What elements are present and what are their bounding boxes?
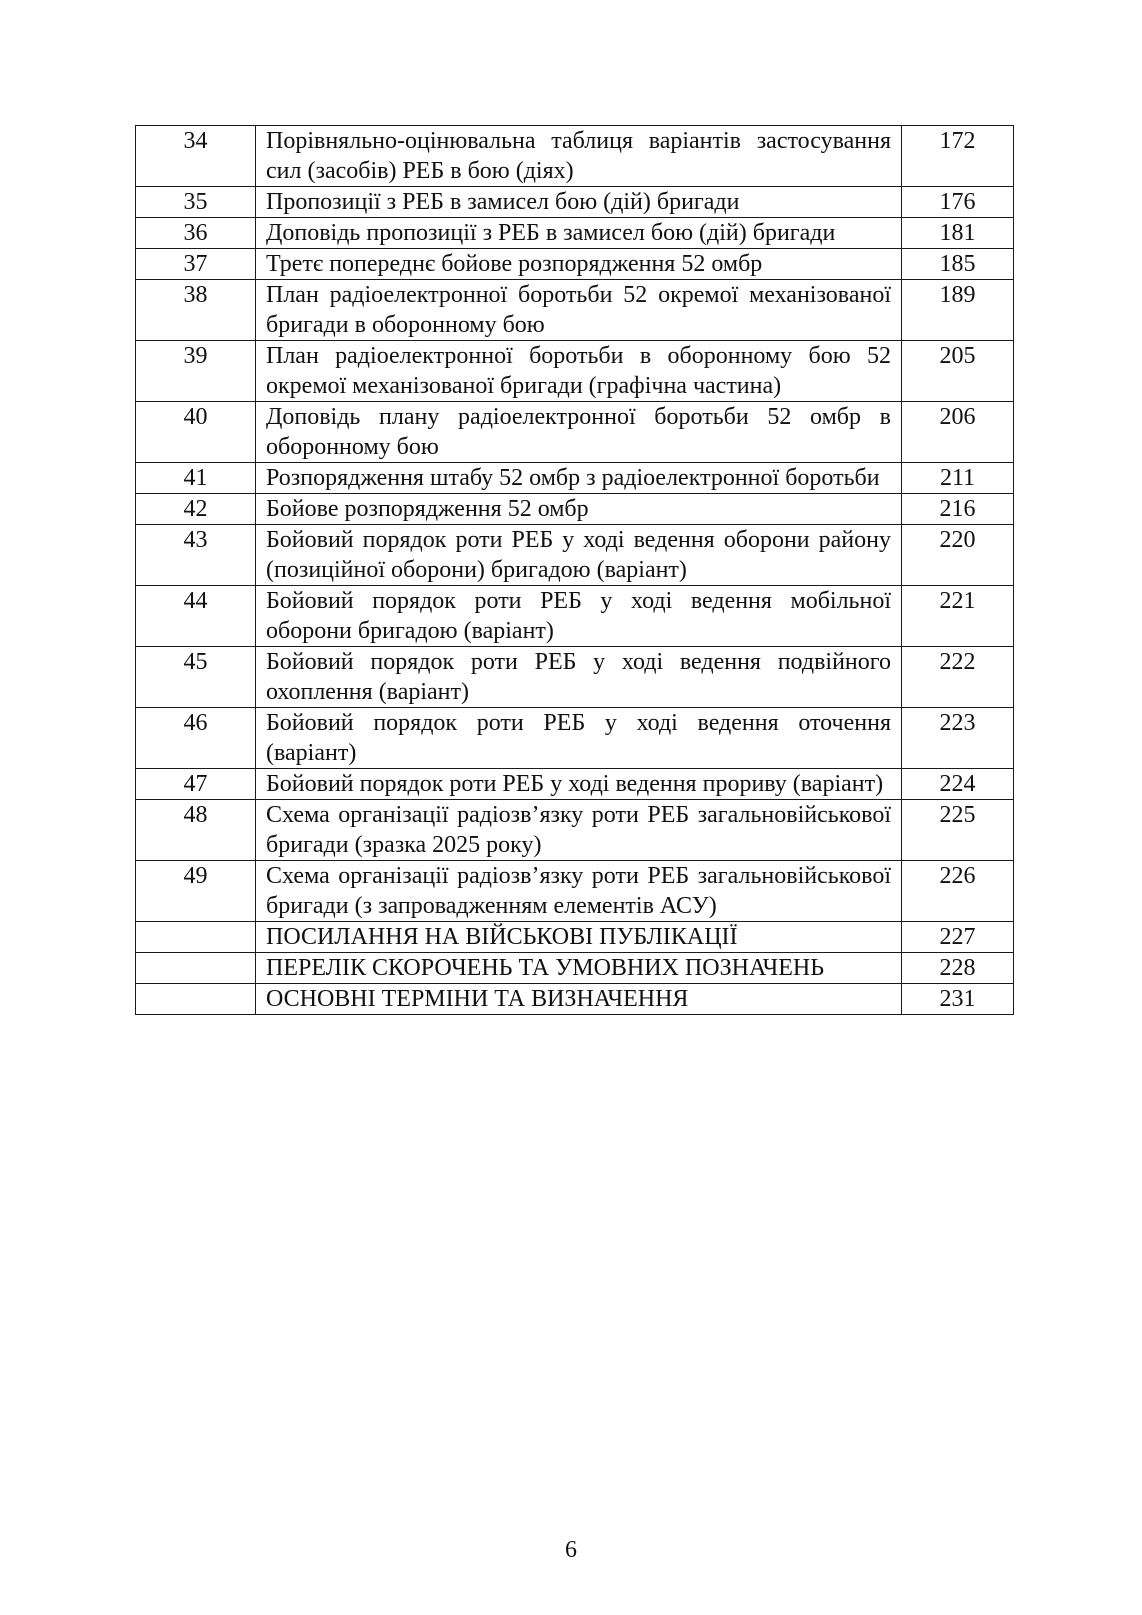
toc-item-page: 205 <box>902 341 1014 402</box>
toc-row <box>136 280 1014 341</box>
toc-item-number: 38 <box>136 280 256 341</box>
toc-row <box>136 187 1014 218</box>
toc-item-title: ПОСИЛАННЯ НА ВІЙСЬКОВІ ПУБЛІКАЦІЇ <box>256 922 902 953</box>
toc-item-number: 41 <box>136 463 256 494</box>
toc-item-page: 227 <box>902 922 1014 953</box>
toc-item-title: Порівняльно-оцінювальна таблиця варіантів застосування сил (засобів) РЕБ в бою (діях) <box>256 126 902 187</box>
toc-item-page: 231 <box>902 984 1014 1015</box>
toc-item-page: 223 <box>902 708 1014 769</box>
toc-row <box>136 586 1014 647</box>
toc-row <box>136 525 1014 586</box>
toc-item-title: Схема організації радіозв’язку роти РЕБ загальновійськової бригади (зразка 2025 року) <box>256 800 902 861</box>
toc-item-page: 220 <box>902 525 1014 586</box>
toc-item-number: 37 <box>136 249 256 280</box>
toc-item-page: 206 <box>902 402 1014 463</box>
toc-row <box>136 647 1014 708</box>
toc-item-title: Доповідь плану радіоелектронної боротьби 52 омбр в оборонному бою <box>256 402 902 463</box>
toc-item-number: 44 <box>136 586 256 647</box>
toc-body <box>136 126 1014 1015</box>
toc-table <box>135 125 1014 1015</box>
toc-row <box>136 249 1014 280</box>
toc-item-page: 176 <box>902 187 1014 218</box>
toc-row <box>136 800 1014 861</box>
page-number: 6 <box>565 1537 577 1563</box>
toc-item-page: 226 <box>902 861 1014 922</box>
toc-item-number: 36 <box>136 218 256 249</box>
toc-item-number: 34 <box>136 126 256 187</box>
toc-item-title: Бойовий порядок роти РЕБ у ході ведення подвійного охоплення (варіант) <box>256 647 902 708</box>
toc-item-number: 49 <box>136 861 256 922</box>
toc-item-number: 45 <box>136 647 256 708</box>
toc-row <box>136 861 1014 922</box>
toc-row <box>136 494 1014 525</box>
toc-item-title: Бойове розпорядження 52 омбр <box>256 494 902 525</box>
toc-row <box>136 984 1014 1015</box>
toc-item-page: 228 <box>902 953 1014 984</box>
toc-item-title: Бойовий порядок роти РЕБ у ході ведення оборони району (позиційної оборони) бригадою (варіант) <box>256 525 902 586</box>
toc-item-number: 46 <box>136 708 256 769</box>
toc-row <box>136 218 1014 249</box>
toc-item-page: 189 <box>902 280 1014 341</box>
toc-row <box>136 708 1014 769</box>
toc-item-title: Розпорядження штабу 52 омбр з радіоелектронної боротьби <box>256 463 902 494</box>
toc-item-page: 216 <box>902 494 1014 525</box>
toc-item-number: 47 <box>136 769 256 800</box>
toc-item-page: 225 <box>902 800 1014 861</box>
toc-item-title: Доповідь пропозиції з РЕБ в замисел бою (дій) бригади <box>256 218 902 249</box>
toc-item-page: 185 <box>902 249 1014 280</box>
toc-item-title: План радіоелектронної боротьби в оборонному бою 52 окремої механізованої бригади (графічна частина) <box>256 341 902 402</box>
toc-item-page: 221 <box>902 586 1014 647</box>
toc-row <box>136 463 1014 494</box>
toc-item-title: Третє попереднє бойове розпорядження 52 омбр <box>256 249 902 280</box>
toc-item-title: Схема організації радіозв’язку роти РЕБ загальновійськової бригади (з запровадженням елементів АСУ) <box>256 861 902 922</box>
toc-item-number: 48 <box>136 800 256 861</box>
toc-row <box>136 341 1014 402</box>
toc-item-title: Бойовий порядок роти РЕБ у ході ведення оточення (варіант) <box>256 708 902 769</box>
toc-item-title: Бойовий порядок роти РЕБ у ході ведення мобільної оборони бригадою (варіант) <box>256 586 902 647</box>
toc-item-number: 42 <box>136 494 256 525</box>
toc-item-number <box>136 984 256 1015</box>
toc-item-title: План радіоелектронної боротьби 52 окремої механізованої бригади в оборонному бою <box>256 280 902 341</box>
toc-row <box>136 953 1014 984</box>
toc-item-page: 224 <box>902 769 1014 800</box>
toc-item-page: 211 <box>902 463 1014 494</box>
toc-item-number: 40 <box>136 402 256 463</box>
toc-item-page: 181 <box>902 218 1014 249</box>
toc-row <box>136 769 1014 800</box>
toc-item-page: 222 <box>902 647 1014 708</box>
toc-row <box>136 402 1014 463</box>
toc-item-number: 43 <box>136 525 256 586</box>
toc-item-number: 35 <box>136 187 256 218</box>
toc-item-title: ОСНОВНІ ТЕРМІНИ ТА ВИЗНАЧЕННЯ <box>256 984 902 1015</box>
toc-item-page: 172 <box>902 126 1014 187</box>
toc-row <box>136 922 1014 953</box>
toc-item-title: Бойовий порядок роти РЕБ у ході ведення прориву (варіант) <box>256 769 902 800</box>
toc-item-number <box>136 922 256 953</box>
toc-item-number <box>136 953 256 984</box>
toc-item-number: 39 <box>136 341 256 402</box>
toc-item-title: Пропозиції з РЕБ в замисел бою (дій) бригади <box>256 187 902 218</box>
toc-row <box>136 126 1014 187</box>
toc-item-title: ПЕРЕЛІК СКОРОЧЕНЬ ТА УМОВНИХ ПОЗНАЧЕНЬ <box>256 953 902 984</box>
